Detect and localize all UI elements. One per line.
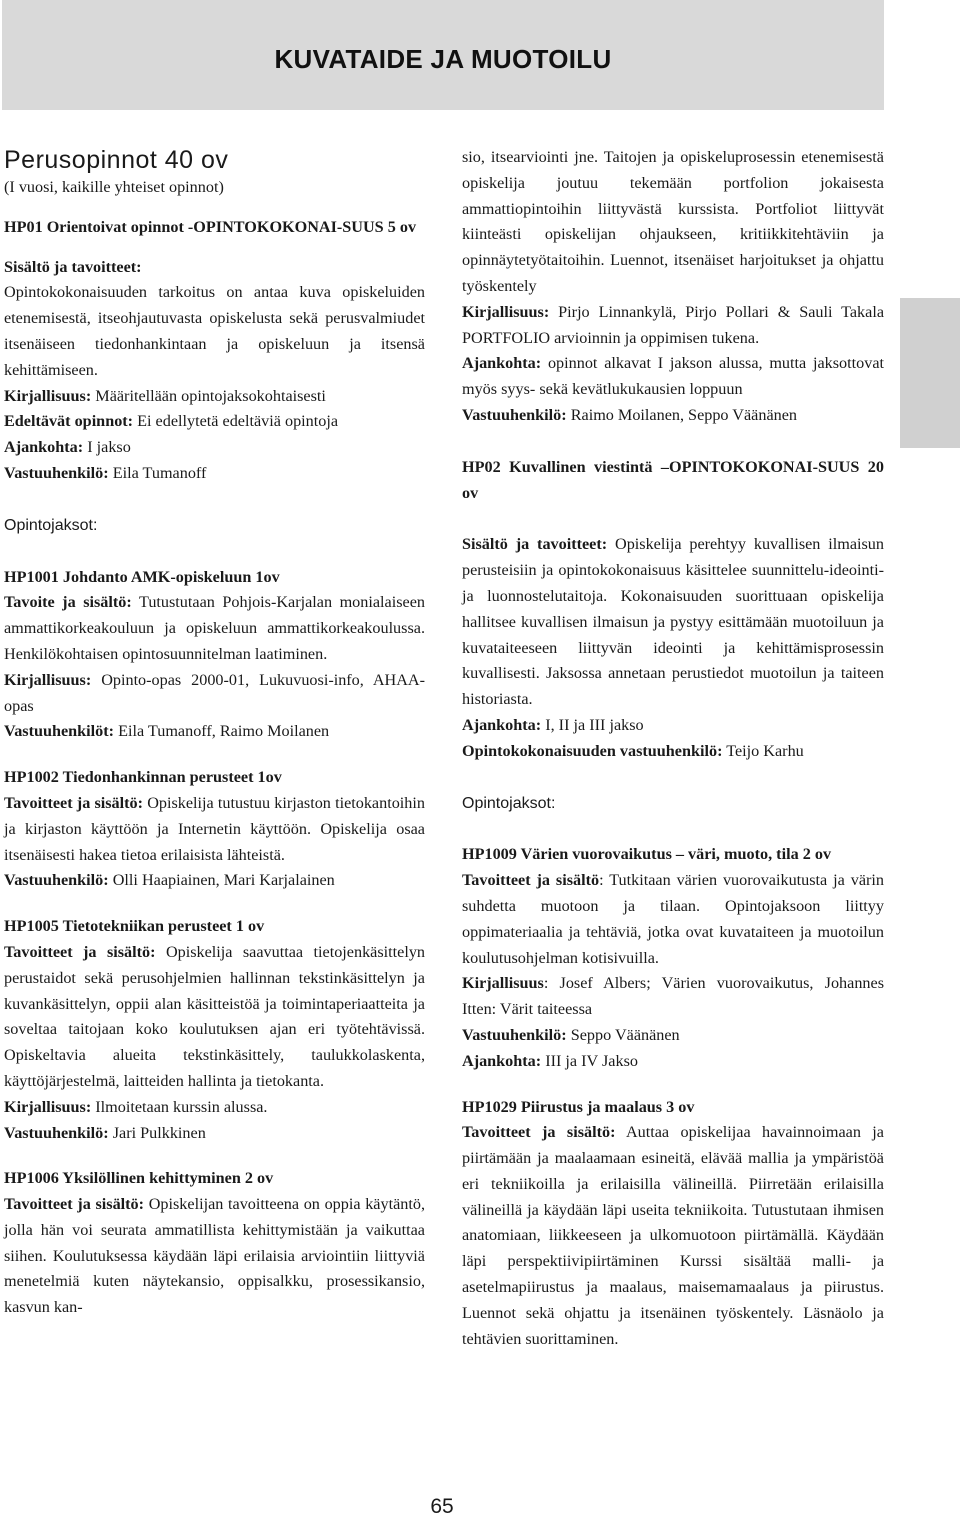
literature-label: Kirjallisuus: (4, 386, 92, 405)
units-heading: Opintojaksot: (4, 516, 98, 534)
continued-text: sio, itsearviointi jne. Taitojen ja opiskeluprosessin etenemisestä opiskelija joutuu tekemään portfolion jokaisesta ammattiopintoihin liittyvästä kurssista. Portfoliot liittyvät kiinteästi opiskelijan ohjaukseen, kritiikkitehtäviin ja opinnäytetyötaitoihin. Luennot, itsenäiset harjoitukset ja ohjattu työskentely (462, 148, 884, 295)
hp1001-responsible (4, 719, 425, 745)
prereq-label: Edeltävät opinnot: (4, 412, 134, 431)
course-title-hp1001: HP1001 Johdanto AMK-opiskeluun 1ov (4, 567, 280, 586)
hp1005-responsible-text: Jari Pulkkinen (112, 1123, 206, 1142)
hp1005-literature (4, 1095, 425, 1121)
hp1029-goal-label: Tavoitteet ja sisältö: (462, 1123, 616, 1142)
hp1002-goal-label: Tavoitteet ja sisältö: (4, 793, 144, 812)
hp1005-responsible (4, 1121, 425, 1147)
hp1029-goal (462, 1120, 884, 1352)
hp02-timing-text: I, II ja III jakso (545, 715, 644, 734)
right-responsible (462, 403, 884, 429)
hp02-content-label: Sisältö ja tavoitteet: (462, 535, 608, 554)
hp1002-goal (4, 791, 425, 868)
hp1009-responsible (462, 1023, 884, 1049)
prereq-text: Ei edellytetä edeltäviä opintoja (137, 412, 339, 431)
timing-text: I jakso (87, 438, 131, 457)
right-literature (462, 300, 884, 352)
content-text: Opintokokonaisuuden tarkoitus on antaa kuva opiskeluiden etenemisestä, itseohjautuvasta opiskelusta sekä perusvalmiudet itsenäiseen tiedonhankintaan ja opiskeluun ja itsensä kehittämiseen. (4, 283, 425, 379)
timing-label: Ajankohta: (4, 438, 84, 457)
right-literature-label: Kirjallisuus: (462, 302, 550, 321)
hp1001-literature (4, 668, 425, 720)
right-timing-text: opinnot alkavat I jakson alussa, mutta jaksottovat myös syys- sekä kevätlukukausien loppuun (462, 354, 885, 399)
literature-text: Määritellään opintojaksokohtaisesti (95, 386, 326, 405)
course-title-hp1029: HP1029 Piirustus ja maalaus 3 ov (462, 1097, 695, 1116)
responsible-text: Eila Tumanoff (112, 463, 207, 482)
hp1006-goal (4, 1192, 425, 1321)
right-responsible-text: Raimo Moilanen, Seppo Väänänen (570, 405, 797, 424)
right-units-heading: Opintojaksot: (462, 794, 556, 812)
hp1009-goal-label: Tavoitteet ja sisältö (462, 871, 600, 890)
course-title-hp1005: HP1005 Tietotekniikan perusteet 1 ov (4, 917, 265, 936)
page-header-title: KUVATAIDE JA MUOTOILU (274, 44, 612, 74)
responsible-label: Vastuuhenkilö: (4, 463, 109, 482)
hp1005-literature-label: Kirjallisuus: (4, 1097, 92, 1116)
literature-line (4, 384, 425, 410)
hp1009-timing-text: III ja IV Jakso (545, 1051, 638, 1070)
hp1009-responsible-label: Vastuuhenkilö: (462, 1025, 567, 1044)
hp1001-literature-text: Opinto-opas 2000-01, Lukuvuosi-info, AHAA-opas (4, 670, 426, 715)
right-timing-label: Ajankohta: (462, 354, 542, 373)
hp1005-responsible-label: Vastuuhenkilö: (4, 1123, 109, 1142)
hp1009-goal (462, 868, 884, 971)
header-band (2, 0, 884, 110)
page-number: 65 (430, 1495, 454, 1518)
responsible-line (4, 461, 425, 487)
hp1009-literature-label: Kirjallisuus (462, 974, 544, 993)
hp1002-goal-text: Opiskelija tutustuu kirjaston tietokantoihin ja kirjaston käyttöön ja Internetin käyttöön. Opiskelija osaa itsenäisesti hakea tietoa erilaisista lähteistä. (4, 793, 425, 864)
timing-line (4, 435, 425, 461)
right-literature-text: Pirjo Linnankylä, Pirjo Pollari & Sauli Takala PORTFOLIO arvioinnin ja oppimisen tukena. (462, 302, 885, 347)
hp1001-literature-label: Kirjallisuus: (4, 670, 92, 689)
hp1009-goal-text: : Tutkitaan värien vuorovaikutusta ja värin suhdetta muotoon ja tilaan. Opintojaksoon liittyy oppimateriaalia ja tehtäviä, jotka ovat kuvataiteen ja muotoilun koulutusohjelman kotisivuilla. (462, 871, 884, 967)
hp1005-goal-label: Tavoitteet ja sisältö: (4, 942, 156, 961)
hp1009-timing-label: Ajankohta: (462, 1051, 542, 1070)
hp02-responsible (462, 739, 884, 765)
hp1009-responsible-text: Seppo Väänänen (570, 1025, 680, 1044)
hp02-responsible-label: Opintokokonaisuuden vastuuhenkilö: (462, 741, 723, 760)
hp1005-goal (4, 940, 425, 1095)
course-title-hp1009: HP1009 Värien vuorovaikutus – väri, muoto, tila 2 ov (462, 845, 832, 864)
hp1005-goal-text: Opiskelija saavuttaa tietojenkäsittelyn perustaidot sekä perusohjelmien hallinnan tekstinkäsittelyn ja kuvankäsittelyn, oppii alan käsitteistöä ja toimintaperiaatteita ja soveltaa taitojaan koko koulutuksen ajan eri työtehtävissä. Opiskeltavia alueita tekstinkäsittely, taulukkolaskenta, käyttöjärjestelmä, laitteiden hallinta ja tietokanta. (4, 942, 426, 1090)
hp02-timing (462, 713, 884, 739)
hp1002-responsible-text: Olli Haapiainen, Mari Karjalainen (112, 871, 335, 890)
right-column (462, 145, 884, 1352)
hp1001-goal-label: Tavoite ja sisältö: (4, 593, 132, 612)
module-title-hp02: HP02 Kuvallinen viestintä –OPINTOKOKONAI-SUUS 20 ov (462, 457, 884, 502)
side-thumb-tab (900, 298, 960, 448)
hp1001-responsible-label: Vastuuhenkilöt: (4, 722, 115, 741)
left-column (4, 145, 425, 1321)
right-timing (462, 351, 884, 403)
section-title: Perusopinnot 40 ov (4, 146, 229, 174)
hp1001-goal-text: Tutustutaan Pohjois-Karjalan monialaiseen ammattikorkeakouluun ja opiskeluun ammattikorkeakoulussa. Henkilökohtaisen opintosuunnitelman laatiminen. (4, 593, 425, 663)
hp1029-goal-text: Auttaa opiskelijaa havainnoimaan ja piirtämään ja maalaamaan esineitä, elävää mallia ja ympäristöä eri tekniikoilla ja erilaisilla välineillä. Piirretään erilaisilla välineillä ja käydään läpi useita tekniikoita. Tutustutaan ihmisen anatomiaan, liikkeeseen ja ulkomuotoon piirtämällä. Käydään läpi perspektiivipiirtäminen Kurssi sisältää malli- ja asetelmapiirustus ja maalaus, maisemamaalaus ja piirustus. Luennot sekä ohjattu ja itsenäinen työskentely. Läsnäolo ja tehtävien suorittaminen. (462, 1123, 884, 1348)
hp1009-literature-text: : Josef Albers; Värien vuorovaikutus, Johannes Itten: Värit taiteessa (462, 974, 884, 1019)
hp1006-goal-text: Opiskelijan tavoitteena on oppia käytäntö, jolla hän voi seurata ammatillista kehittymistään ja vaikuttaa siihen. Koulutuksessa käydään läpi erilaisia arviointiin liittyviä menetelmiä kuten näytekansio, oppisalkku, prosessikansio, kasvun kan- (4, 1195, 426, 1317)
hp02-content (462, 532, 884, 713)
hp1009-literature (462, 971, 884, 1023)
module-title-hp01: HP01 Orientoivat opinnot -OPINTOKOKONAI-SUUS 5 ov (4, 217, 417, 236)
hp02-content-text: Opiskelija perehtyy kuvallisen ilmaisun perusteisiin ja opintokokonaisuus käsittelee suunnittelu-ideointi- ja luonnostelutaitoja. Kokonaisuuden suorittuaan opiskelija hallitsee kuvallisen ilmaisun ja pystyy esittämään muotoiluun ja kuvataiteeseen liittyvän ideointi ja kehittämisprosessin kuvallisesti. Jaksossa annetaan perustiedot muotoilun ja taiteen historiasta. (462, 535, 884, 709)
hp1006-goal-label: Tavoitteet ja sisältö: (4, 1195, 145, 1214)
hp1001-responsible-text: Eila Tumanoff, Raimo Moilanen (118, 722, 330, 741)
prereq-line (4, 409, 425, 435)
hp1002-responsible (4, 868, 425, 894)
hp02-responsible-text: Teijo Karhu (726, 741, 804, 760)
right-responsible-label: Vastuuhenkilö: (462, 405, 567, 424)
content-label: Sisältö ja tavoitteet: (4, 257, 142, 276)
course-title-hp1006: HP1006 Yksilöllinen kehittyminen 2 ov (4, 1169, 274, 1188)
section-subtitle: (I vuosi, kaikille yhteiset opinnot) (4, 178, 224, 196)
hp1009-timing (462, 1049, 884, 1075)
hp02-timing-label: Ajankohta: (462, 715, 542, 734)
course-title-hp1002: HP1002 Tiedonhankinnan perusteet 1ov (4, 768, 282, 787)
hp1001-goal (4, 590, 425, 667)
hp1002-responsible-label: Vastuuhenkilö: (4, 871, 109, 890)
hp1005-literature-text: Ilmoitetaan kurssin alussa. (95, 1097, 268, 1116)
